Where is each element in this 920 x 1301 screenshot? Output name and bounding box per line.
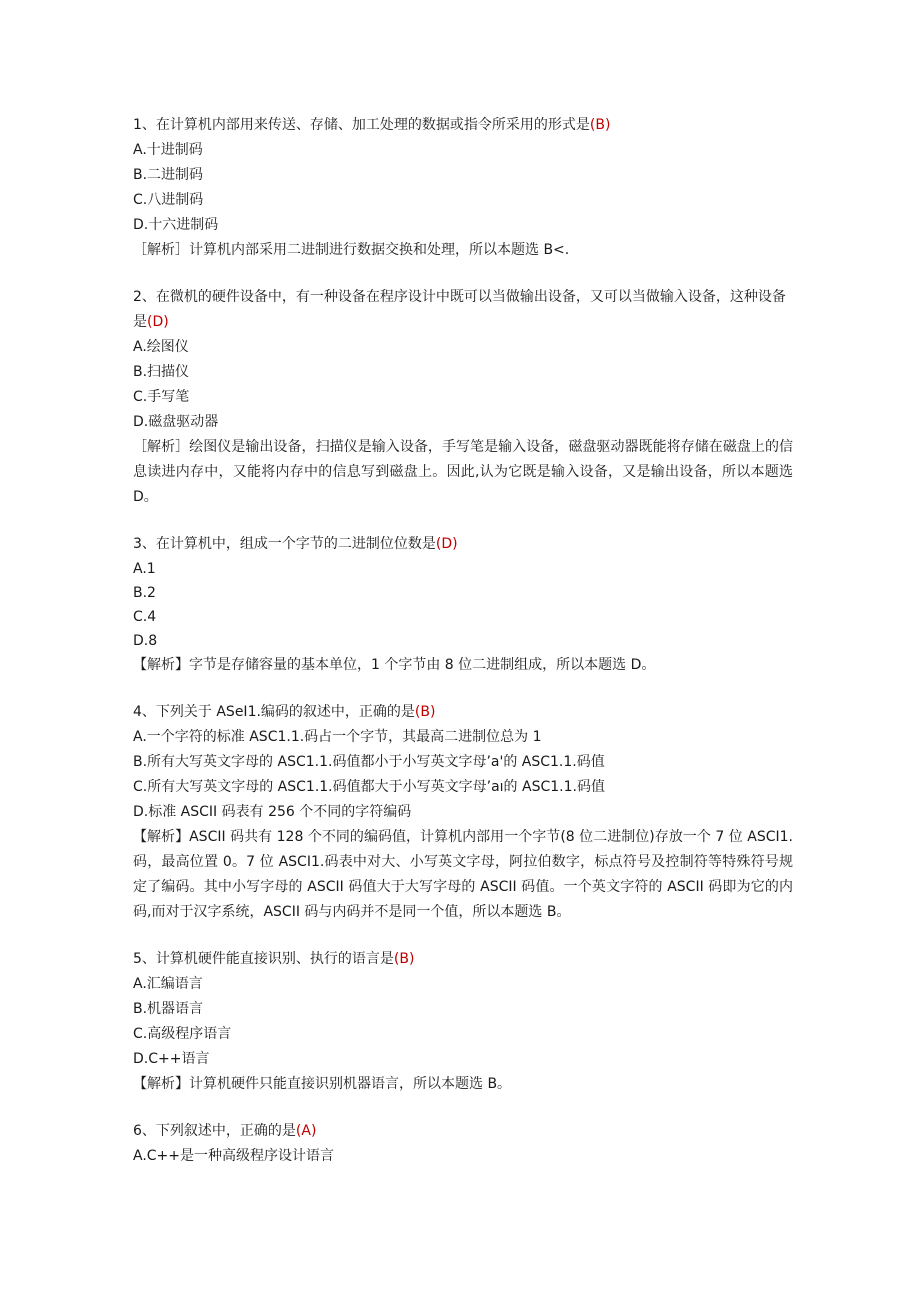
question-5 bbox=[133, 947, 793, 1097]
question-text: 5、计算机硬件能直接识别、执行的语言是 bbox=[133, 951, 394, 967]
option-a: A.一个字符的标准 ASC1.1.码占一个字节，其最高二进制位总为 1 bbox=[133, 729, 542, 745]
answer-key: (A) bbox=[295, 1123, 317, 1139]
question-text: 2、在微机的硬件设备中，有一种设备在程序设计中既可以当做输出设备，又可以当做输入设备，这种设备是 bbox=[133, 289, 786, 330]
question-stem bbox=[133, 532, 793, 557]
option-a: A.十进制码 bbox=[133, 142, 203, 158]
option-c: C.所有大写英文字母的 ASC1.1.码值都大于小写英文字母’aı的 ASC1.1.码值 bbox=[133, 779, 605, 795]
question-stem bbox=[133, 1119, 793, 1144]
option-b: B.2 bbox=[133, 585, 156, 601]
explanation: 【解析】ASCII 码共有 128 个不同的编码值，计算机内部用一个字节(8 位二进制位)存放一个 7 位 ASCI1.码，最高位置 0。7 位 ASCI1.码表中对大、小写英文字母，阿拉伯数字，标点符号及控制符等特殊符号规定了编码。其中小写字母的 ASCII 码值大于大写字母的 ASCII 码值。一个英文字符的 ASCII 码即为它的内码,而对于汉字系统，ASCII 码与内码并不是同一个值，所以本题选 B。 bbox=[133, 829, 793, 920]
option-d: D.标准 ASCII 码表有 256 个不同的字符编码 bbox=[133, 804, 412, 820]
option-a: A.汇编语言 bbox=[133, 976, 203, 992]
explanation: 【解析】字节是存储容量的基本单位，1 个字节由 8 位二进制组成，所以本题选 D。 bbox=[133, 657, 656, 673]
question-text: 1、在计算机内部用来传送、存储、加工处理的数据或指令所采用的形式是 bbox=[133, 117, 590, 133]
option-b: B.机器语言 bbox=[133, 1001, 204, 1017]
option-a: A.1 bbox=[133, 561, 156, 577]
option-c: C.高级程序语言 bbox=[133, 1026, 232, 1042]
option-b: B.二进制码 bbox=[133, 167, 204, 183]
option-a: A.C++是一种高级程序设计语言 bbox=[133, 1148, 335, 1164]
question-stem bbox=[133, 947, 793, 972]
option-b: B.所有大写英文字母的 ASC1.1.码值都小于小写英文字母’a'的 ASC1.1.码值 bbox=[133, 754, 605, 770]
option-a: A.绘图仪 bbox=[133, 339, 189, 355]
answer-key: (B) bbox=[589, 117, 611, 133]
question-stem bbox=[133, 113, 793, 138]
question-text: 3、在计算机中，组成一个字节的二进制位位数是 bbox=[133, 536, 436, 552]
question-2 bbox=[133, 285, 793, 510]
answer-key: (D) bbox=[435, 536, 458, 552]
explanation: 【解析】计算机硬件只能直接识别机器语言，所以本题选 B。 bbox=[133, 1076, 512, 1092]
option-d: D.十六进制码 bbox=[133, 217, 219, 233]
option-c: C.八进制码 bbox=[133, 192, 204, 208]
question-6 bbox=[133, 1119, 793, 1169]
question-3 bbox=[133, 532, 793, 678]
explanation: ［解析］计算机内部采用二进制进行数据交换和处理，所以本题选 B<. bbox=[133, 242, 570, 258]
option-d: D.磁盘驱动器 bbox=[133, 414, 219, 430]
answer-key: (B) bbox=[414, 704, 436, 720]
question-text: 4、下列关于 ASeI1.编码的叙述中，正确的是 bbox=[133, 704, 415, 720]
answer-key: (D) bbox=[147, 314, 169, 330]
question-stem bbox=[133, 285, 793, 335]
option-c: C.4 bbox=[133, 609, 157, 625]
question-text: 6、下列叙述中，正确的是 bbox=[133, 1123, 296, 1139]
question-1 bbox=[133, 113, 793, 263]
document-page bbox=[133, 113, 793, 1169]
question-4 bbox=[133, 700, 793, 925]
answer-key: (B) bbox=[393, 951, 415, 967]
option-d: D.C++语言 bbox=[133, 1051, 210, 1067]
option-c: C.手写笔 bbox=[133, 389, 190, 405]
question-stem bbox=[133, 700, 793, 725]
option-d: D.8 bbox=[133, 633, 158, 649]
option-b: B.扫描仪 bbox=[133, 364, 190, 380]
explanation: ［解析］绘图仪是输出设备，扫描仪是输入设备，手写笔是输入设备，磁盘驱动器既能将存储在磁盘上的信息读进内存中，又能将内存中的信息写到磁盘上。因此,认为它既是输入设备，又是输出设备，所以本题选 D。 bbox=[133, 439, 793, 505]
